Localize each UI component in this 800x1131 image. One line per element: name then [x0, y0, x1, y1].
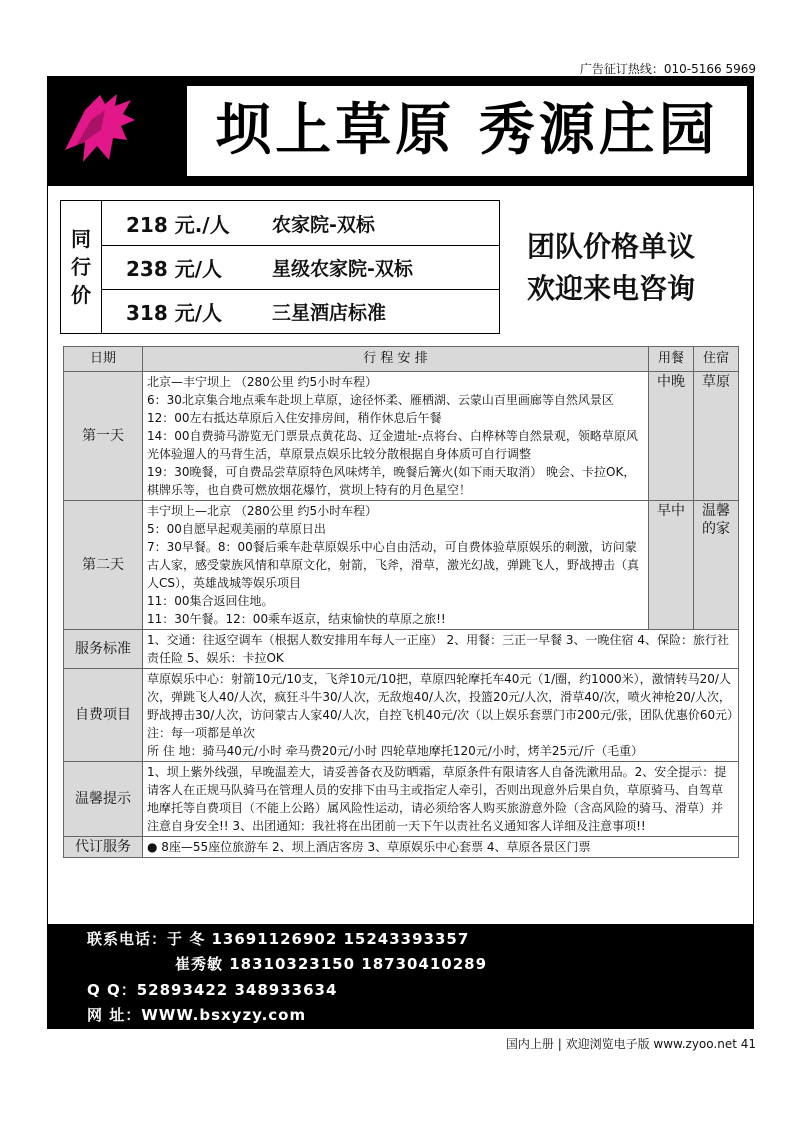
day1-itinerary — [143, 372, 649, 501]
header-meal: 用餐 — [649, 347, 694, 372]
header-stay: 住宿 — [694, 347, 739, 372]
selfpay-text — [143, 669, 739, 762]
day1-item: 19：30晚餐，可自费品尝草原特色风味烤羊，晚餐后篝火(如下雨天取消） 晚会、卡拉OK，棋牌乐等，也自费可燃放烟花爆竹，赏坝上特有的月色星空！ — [147, 465, 636, 497]
contact-qq: Q Q：52893422 348933634 — [87, 981, 338, 999]
contact-block — [47, 924, 754, 1029]
price-row — [102, 289, 499, 333]
price-amount: 218 元./人 — [126, 212, 230, 237]
header-itinerary: 行 程 安 排 — [143, 347, 649, 372]
day1-item: 14：00自费骑马游览无门票景点黄花岛、辽金遗址-点将台、白桦林等自然景观，领略草原风光体验遛人的马背生活，草原景点娱乐比较分散根据自身体质可自行调整 — [147, 429, 638, 461]
price-label-char: 同 — [71, 227, 91, 251]
horse-head-logo-icon — [55, 90, 141, 170]
banner — [47, 76, 754, 186]
price-row — [102, 245, 499, 290]
day1-meal: 中晚 — [649, 372, 694, 501]
selfpay-label: 自费项目 — [64, 669, 143, 762]
price-desc: 星级农家院-双标 — [272, 257, 413, 280]
day2-item: 5：00自愿早起观美丽的草原日出 — [147, 522, 326, 536]
table-row-day2 — [64, 501, 739, 630]
contact-phone-2: 崔秀敏 18310323150 18730410289 — [175, 955, 488, 973]
page-footer: 国内上册 | 欢迎浏览电子版 www.zyoo.net 41 — [505, 1037, 756, 1051]
day2-stay: 温馨的家 — [694, 501, 739, 630]
price-row — [102, 201, 499, 246]
table-row-service — [64, 630, 739, 669]
service-label: 服务标准 — [64, 630, 143, 669]
table-row-booking — [64, 837, 739, 858]
day2-item: 7：30早餐。8：00餐后乘车赴草原娱乐中心自由活动，可自费体验草原娱乐的刺激，访问蒙古人家，感受蒙族风情和草原文化，射箭，飞斧，滑草，激光幻战，弹跳飞人，野战搏击（真人CS），英雄战城等娱乐项目 — [147, 540, 640, 590]
tips-text: 1、坝上紫外线强，早晚温差大，请妥善备衣及防晒霜，草原条件有限请客人自备洗漱用品。2、安全提示：提请客人在正规马队骑马在管理人员的安排下由马主或指定人牵引，否则出现意外后果自负，草原骑马、自驾草地摩托等自费项目（不能上公路）属风险性运动，请必须给客人购买旅游意外险（含高风险的骑马、滑草）并注意自身安全!! 3、出团通知：我社将在出团前一天下午以责社名义通知客人详细及注意事项!! — [143, 762, 739, 837]
price-desc: 三星酒店标准 — [272, 301, 387, 324]
price-table — [60, 200, 500, 334]
day1-route: 北京—丰宁坝上 （280公里 约5小时车程） — [147, 375, 378, 389]
day2-meal: 早中 — [649, 501, 694, 630]
price-label-char: 价 — [71, 283, 91, 307]
group-line-1: 团队价格单议 — [527, 230, 696, 263]
tips-label: 温馨提示 — [64, 762, 143, 837]
day1-label: 第一天 — [64, 372, 143, 501]
day1-item: 12：00左右抵达草原后入住安排房间，稍作休息后午餐 — [147, 411, 442, 425]
day2-item: 11：00集合返回住地。 — [147, 594, 274, 608]
table-header-row — [64, 347, 739, 372]
table-row-day1 — [64, 372, 739, 501]
booking-text: ● 8座—55座位旅游车 2、坝上酒店客房 3、草原娱乐中心套票 4、草原各景区门票 — [143, 837, 739, 858]
table-row-tips — [64, 762, 739, 837]
day1-stay: 草原 — [694, 372, 739, 501]
booking-label: 代订服务 — [64, 837, 143, 858]
price-label-char: 行 — [71, 255, 91, 279]
day2-route: 丰宁坝上—北京 （280公里 约5小时车程） — [147, 504, 378, 518]
selfpay-text-1: 草原娱乐中心：射箭10元/10支，飞斧10元/10把，草原四轮摩托车40元（1/圈，约1000米），激情转马20/人次，弹跳飞人40/人次，疯狂斗牛30/人次，无敌炮40/人次，投篮20元/人次，滑草40/次，喷火神枪20/人次，野战搏击30/人次，访问蒙古人家40/人次，自控飞机40元/次（以上娱乐套票门市200元/张，团队优惠价60元）注：每一项都是单次 — [147, 672, 734, 740]
price-amount: 318 元/人 — [126, 300, 223, 325]
ad-hotline: 广告征订热线：010-5166 5969 — [579, 62, 756, 76]
day2-itinerary — [143, 501, 649, 630]
price-desc: 农家院-双标 — [272, 213, 375, 236]
price-amount: 238 元/人 — [126, 256, 223, 281]
table-row-selfpay — [64, 669, 739, 762]
selfpay-text-2: 所 住 地：骑马40元/小时 牵马费20元/小时 四轮草地摩托120元/小时，烤羊25元/斤（毛重） — [147, 744, 644, 758]
itinerary-table — [63, 346, 739, 858]
contact-phone-1: 联系电话：于 冬 13691126902 15243393357 — [87, 930, 470, 948]
price-label — [61, 201, 102, 333]
group-price-message — [527, 226, 695, 310]
group-line-2: 欢迎来电咨询 — [527, 272, 696, 305]
service-text: 1、交通：往返空调车（根据人数安排用车每人一正座） 2、用餐：三正一早餐 3、一晚住宿 4、保险：旅行社责任险 5、娱乐：卡拉OK — [143, 630, 739, 669]
day2-label: 第二天 — [64, 501, 143, 630]
banner-title: 坝上草原 秀源庄园 — [187, 86, 747, 176]
header-day: 日期 — [64, 347, 143, 372]
day2-item: 11：30午餐。12：00乘车返京，结束愉快的草原之旅!! — [147, 612, 446, 626]
day1-item: 6：30北京集合地点乘车赴坝上草原，途径怀柔、雁栖湖、云蒙山百里画廊等自然风景区 — [147, 393, 614, 407]
contact-website: 网 址：WWW.bsxyzy.com — [87, 1006, 307, 1024]
